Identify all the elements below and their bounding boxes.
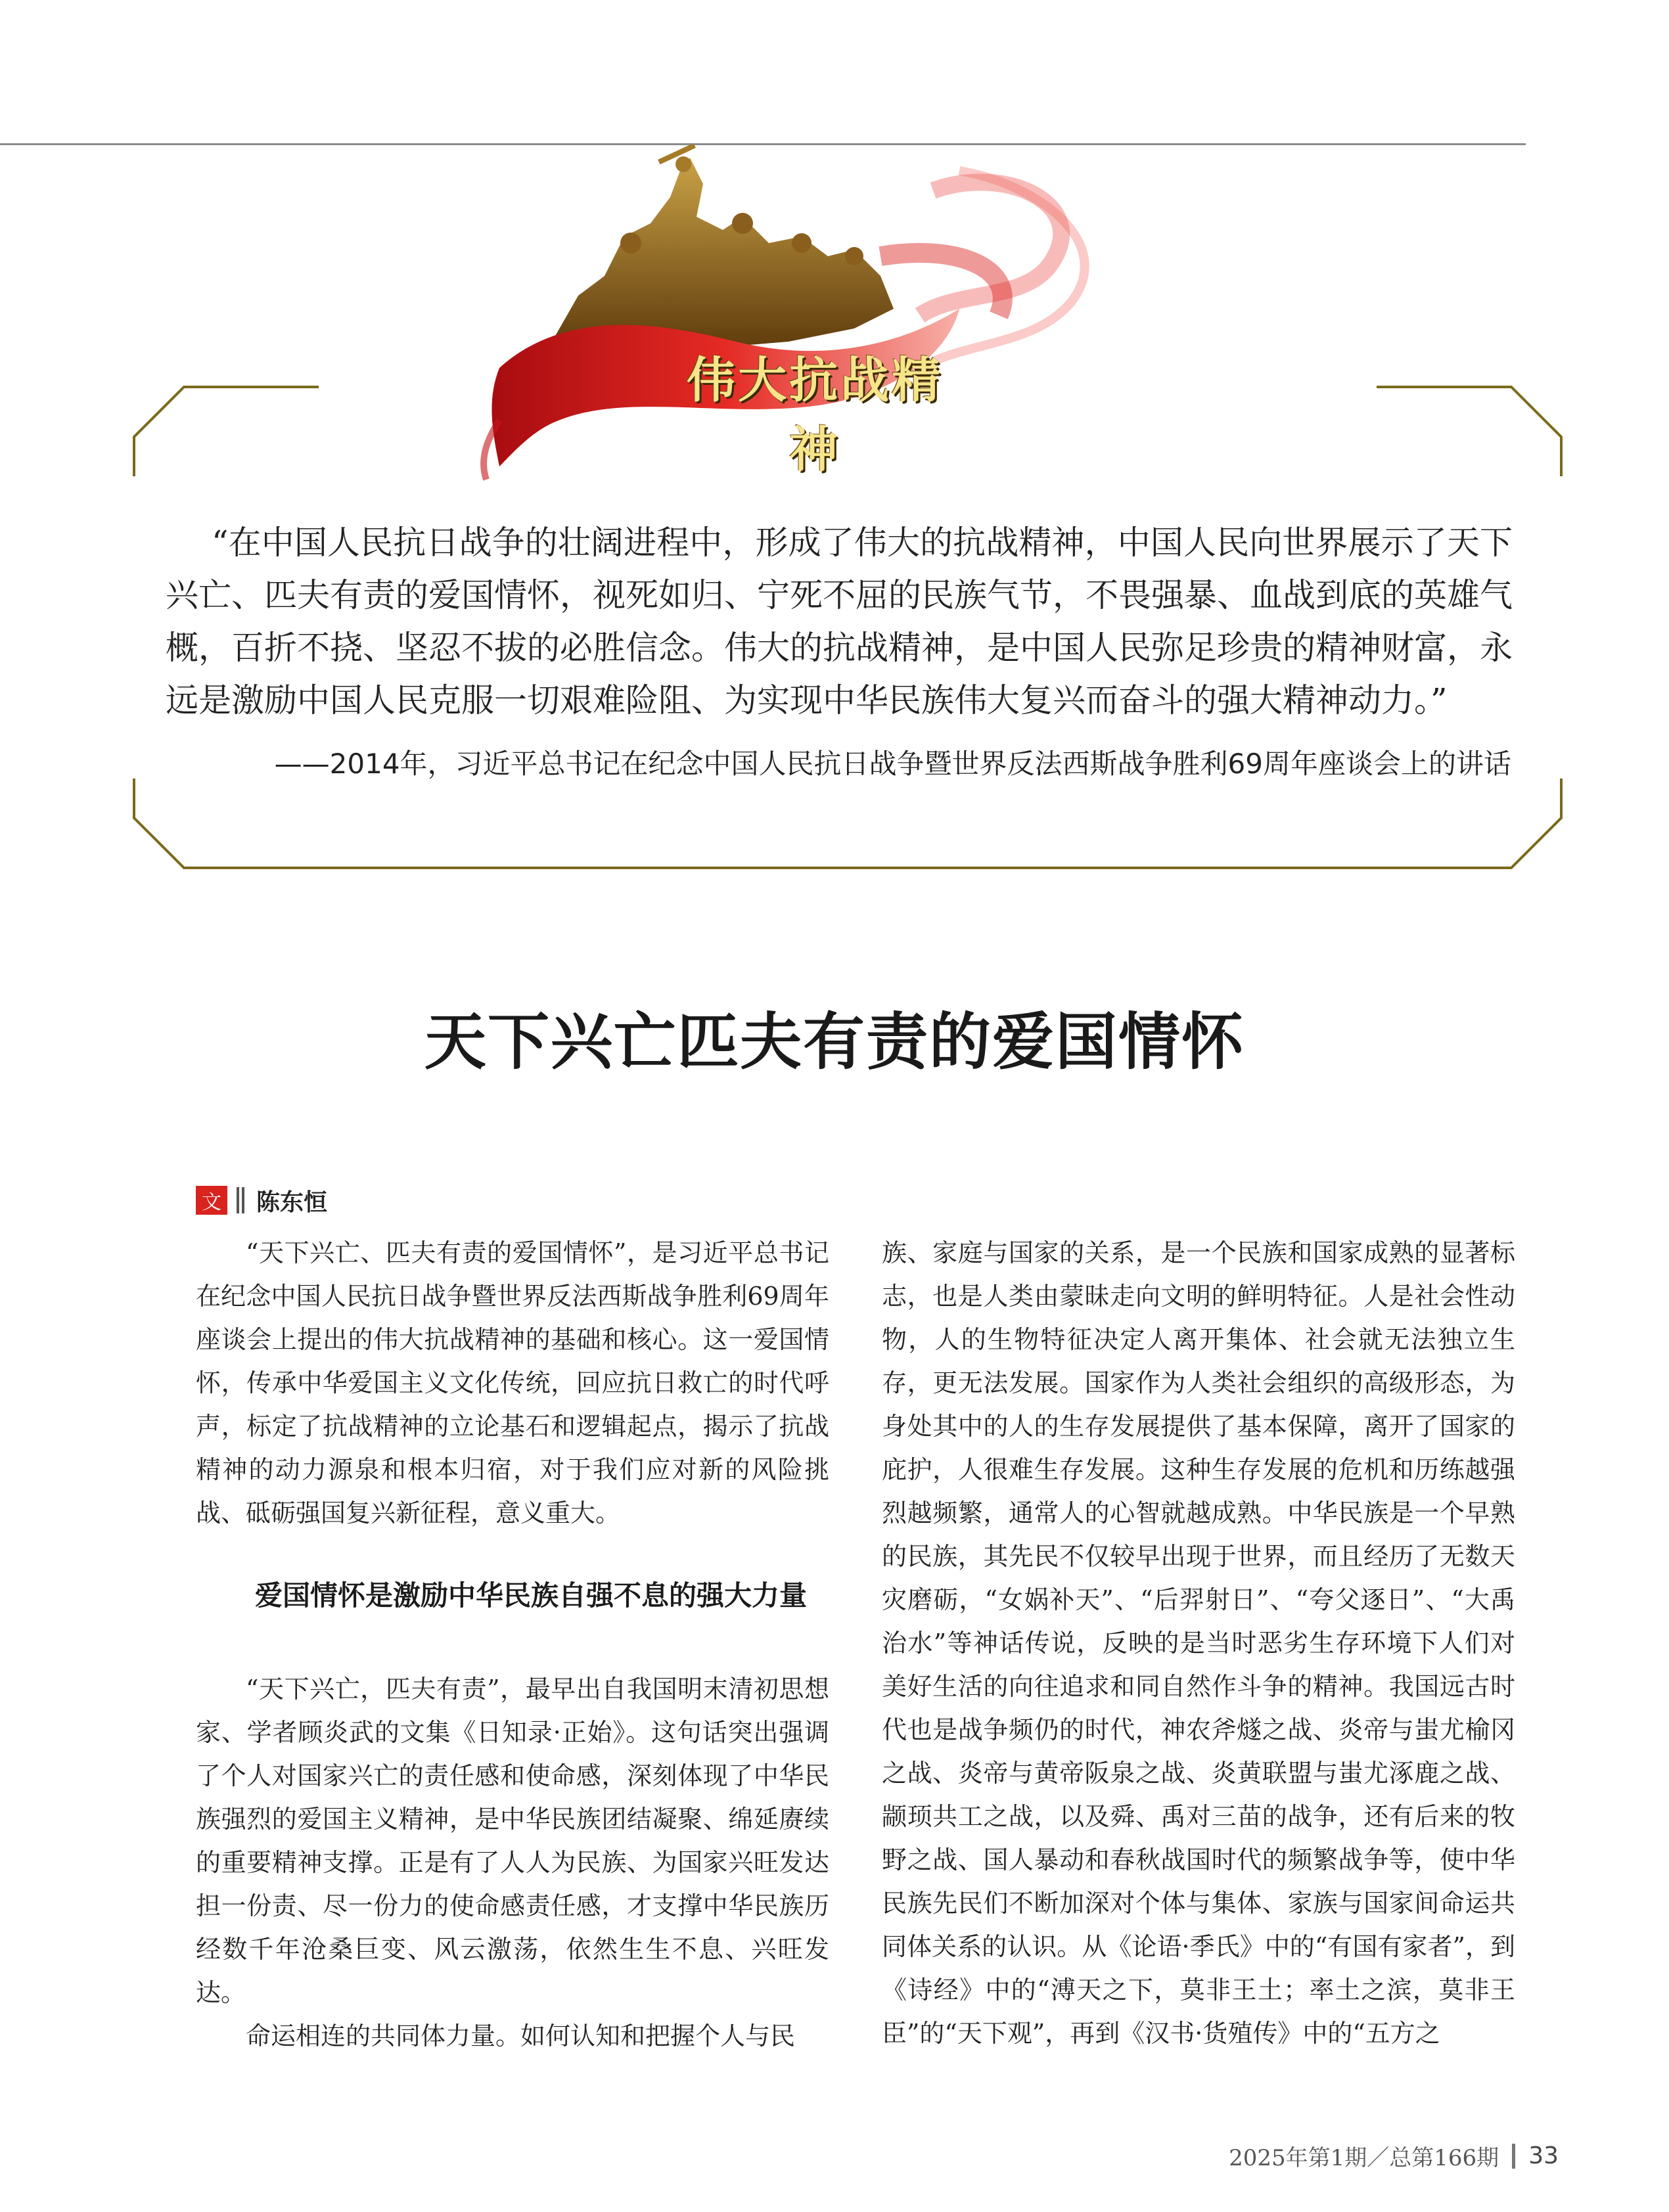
- left-column: [196, 1231, 829, 2058]
- byline: [196, 1185, 327, 1216]
- page-footer: [1229, 2140, 1559, 2172]
- section-heading: 爱国情怀是激励中华民族自强不息的强大力量: [255, 1579, 808, 1612]
- footer-divider: [1512, 2144, 1515, 2169]
- byline-divider: [237, 1187, 239, 1213]
- article-title: 天下兴亡匹夫有责的爱国情怀: [424, 1006, 1245, 1078]
- right-column: [882, 1231, 1515, 2055]
- paragraph: “天下兴亡、匹夫有责的爱国情怀”，是习近平总书记在纪念中国人民抗日战争暨世界反法西斯战争胜利69周年座谈会上提出的伟大抗战精神的基础和核心。这一爱国情怀，传承中华爱国主义文化传统，回应抗日救亡的时代呼声，标定了抗战精神的立论基石和逻辑起点，揭示了抗战精神的动力源泉和根本归宿，对于我们应对新的风险挑战、砥砺强国复兴新征程，意义重大。: [196, 1238, 829, 1527]
- paragraph: 命运相连的共同体力量。如何认知和把握个人与民: [246, 2021, 796, 2050]
- author-name: 陈东恒: [256, 1188, 328, 1216]
- paragraph: 族、家庭与国家的关系，是一个民族和国家成熟的显著标志，也是人类由蒙昧走向文明的鲜明特征。人是社会性动物，人的生物特征决定人离开集体、社会就无法独立生存，更无法发展。国家作为人类社会组织的高级形态，为身处其中的人的生存发展提供了基本保障，离开了国家的庇护，人很难生存发展。这种生存发展的危机和历练越强烈越频繁，通常人的心智就越成熟。中华民族是一个早熟的民族，其先民不仅较早出现于世界，而且经历了无数天灾磨砺，“女娲补天”、“后羿射日”、“夸父逐日”、“大禹治水”等神话传说，反映的是当时恶劣生存环境下人们对美好生活的向往追求和同自然作斗争的精神。我国远古时代也是战争频仍的时代，神农斧燧之战、炎帝与蚩尤榆冈之战、炎帝与黄帝阪泉之战、炎黄联盟与蚩尤涿鹿之战、颛顼共工之战，以及舜、禹对三苗的战争，还有后来的牧野之战、国人暴动和春秋战国时代的频繁战争等，使中华民族先民们不断加深对个体与集体、家族与国家间命运共同体关系的认识。从《论语·季氏》中的“有国有家者”，到《诗经》中的“溥天之下，莫非王土；率土之滨，莫非王臣”的“天下观”，再到《汉书·货殖传》中的“五方之: [882, 1238, 1515, 2048]
- byline-badge: 文: [196, 1186, 227, 1215]
- quote-text: “在中国人民抗日战争的壮阔进程中，形成了伟大的抗战精神，中国人民向世界展示了天下兴亡、匹夫有责的爱国情怀，视死如归、宁死不屈的民族气节，不畏强暴、血战到底的英雄气概，百折不挠、坚忍不拔的必胜信念。伟大的抗战精神，是中国人民弥足珍贵的精神财富，永远是激励中国人民克服一切艰难险阻、为实现中华民族伟大复兴而奋斗的强大精神动力。”: [166, 524, 1513, 719]
- banner-title: 伟大抗战精神: [687, 352, 943, 478]
- issue-info: 2025年第1期／总第166期: [1229, 2145, 1499, 2171]
- page-number: 33: [1528, 2142, 1559, 2169]
- quote-attribution: ——2014年，习近平总书记在纪念中国人民抗日战争暨世界反法西斯战争胜利69周年座谈会上的讲话: [274, 748, 1511, 780]
- paragraph: “天下兴亡，匹夫有责”，最早出自我国明末清初思想家、学者顾炎武的文集《日知录·正始》。这句话突出强调了个人对国家兴亡的责任感和使命感，深刻体现了中华民族强烈的爱国主义精神，是中华民族团结凝聚、绵延赓续的重要精神支撑。正是有了人人为民族、为国家兴旺发达担一份责、尽一份力的使命感责任感，才支撑中华民族历经数千年沧桑巨变、风云激荡，依然生生不息、兴旺发达。: [196, 1675, 829, 2007]
